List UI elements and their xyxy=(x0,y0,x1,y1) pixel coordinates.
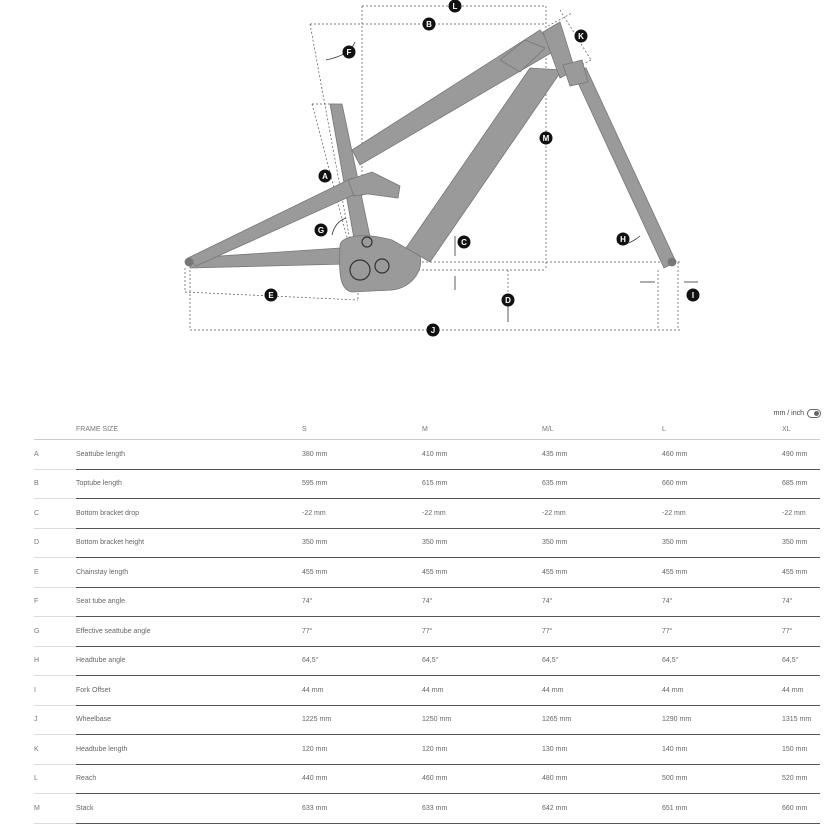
table-row xyxy=(34,469,820,499)
row-value-cell: 150 mm xyxy=(782,735,820,765)
geometry-table xyxy=(34,420,820,824)
header-size-ml: M/L xyxy=(542,420,662,440)
row-value-cell: 350 mm xyxy=(422,528,542,558)
row-value-cell: 350 mm xyxy=(302,528,422,558)
svg-text:A: A xyxy=(322,172,328,181)
row-code-cell: J xyxy=(34,705,76,735)
row-value-cell: 455 mm xyxy=(662,558,782,588)
row-code-cell: B xyxy=(34,469,76,499)
bike-frame xyxy=(185,22,676,292)
unit-toggle[interactable] xyxy=(774,409,821,418)
row-value-cell: 74° xyxy=(542,587,662,617)
row-value-cell: 410 mm xyxy=(422,440,542,470)
row-value-cell: 595 mm xyxy=(302,469,422,499)
row-code-cell: G xyxy=(34,617,76,647)
row-value-cell: 490 mm xyxy=(782,440,820,470)
row-value-cell: -22 mm xyxy=(662,499,782,529)
row-value-cell: 350 mm xyxy=(782,528,820,558)
table-row xyxy=(34,440,820,470)
header-size-s: S xyxy=(302,420,422,440)
svg-text:H: H xyxy=(620,235,626,244)
row-value-cell: -22 mm xyxy=(422,499,542,529)
row-value-cell: 1265 mm xyxy=(542,705,662,735)
svg-text:C: C xyxy=(461,238,467,247)
row-label-cell: Headtube length xyxy=(76,735,302,765)
row-value-cell: -22 mm xyxy=(542,499,662,529)
row-value-cell: 120 mm xyxy=(422,735,542,765)
row-value-cell: 1225 mm xyxy=(302,705,422,735)
svg-text:I: I xyxy=(691,291,695,300)
row-label-cell: Bottom bracket height xyxy=(76,528,302,558)
row-code-cell: I xyxy=(34,676,76,706)
row-value-cell: 77° xyxy=(302,617,422,647)
row-value-cell: -22 mm xyxy=(782,499,820,529)
row-value-cell: 64,5° xyxy=(662,646,782,676)
row-value-cell: 74° xyxy=(422,587,542,617)
row-label-cell: Seat tube angle xyxy=(76,587,302,617)
row-label-cell: Headtube angle xyxy=(76,646,302,676)
row-code-cell: L xyxy=(34,764,76,794)
marker-I xyxy=(687,289,700,302)
table-row xyxy=(34,705,820,735)
table-row xyxy=(34,735,820,765)
table-row xyxy=(34,764,820,794)
header-size-xl: XL xyxy=(782,420,820,440)
svg-text:M: M xyxy=(542,134,550,143)
row-value-cell: 1290 mm xyxy=(662,705,782,735)
row-value-cell: 44 mm xyxy=(542,676,662,706)
row-value-cell: 64,5° xyxy=(302,646,422,676)
svg-text:D: D xyxy=(505,296,511,305)
row-value-cell: 64,5° xyxy=(422,646,542,676)
row-value-cell: 44 mm xyxy=(422,676,542,706)
row-value-cell: 633 mm xyxy=(302,794,422,824)
table-row xyxy=(34,794,820,824)
marker-F xyxy=(343,46,356,59)
row-value-cell: 74° xyxy=(662,587,782,617)
measurement-lines xyxy=(185,6,680,330)
row-value-cell: 74° xyxy=(302,587,422,617)
row-code-cell: H xyxy=(34,646,76,676)
row-label-cell: Bottom bracket drop xyxy=(76,499,302,529)
toggle-knob xyxy=(814,411,819,416)
row-value-cell: 500 mm xyxy=(662,764,782,794)
row-value-cell: 455 mm xyxy=(782,558,820,588)
row-value-cell: 660 mm xyxy=(662,469,782,499)
table-row xyxy=(34,646,820,676)
row-value-cell: 140 mm xyxy=(662,735,782,765)
row-value-cell: 74° xyxy=(782,587,820,617)
row-code-cell: F xyxy=(34,587,76,617)
table-header-row xyxy=(34,420,820,440)
row-value-cell: 120 mm xyxy=(302,735,422,765)
row-value-cell: -22 mm xyxy=(302,499,422,529)
row-value-cell: 460 mm xyxy=(662,440,782,470)
row-value-cell: 1315 mm xyxy=(782,705,820,735)
marker-J xyxy=(427,324,440,337)
svg-text:L: L xyxy=(452,2,458,11)
row-value-cell: 455 mm xyxy=(542,558,662,588)
row-value-cell: 64,5° xyxy=(542,646,662,676)
row-value-cell: 380 mm xyxy=(302,440,422,470)
row-code-cell: D xyxy=(34,528,76,558)
row-code-cell: E xyxy=(34,558,76,588)
table-row xyxy=(34,528,820,558)
row-value-cell: 635 mm xyxy=(542,469,662,499)
unit-toggle-label: mm / inch xyxy=(773,410,804,417)
row-code-cell: C xyxy=(34,499,76,529)
row-code-cell: K xyxy=(34,735,76,765)
row-value-cell: 350 mm xyxy=(662,528,782,558)
frame-geometry-diagram xyxy=(0,0,835,345)
row-value-cell: 77° xyxy=(542,617,662,647)
row-value-cell: 455 mm xyxy=(422,558,542,588)
marker-K xyxy=(575,30,588,43)
row-value-cell: 633 mm xyxy=(422,794,542,824)
row-label-cell: Wheelbase xyxy=(76,705,302,735)
svg-text:F: F xyxy=(346,48,352,57)
row-value-cell: 642 mm xyxy=(542,794,662,824)
header-frame-size: FRAME SIZE xyxy=(76,420,302,440)
svg-text:K: K xyxy=(578,32,584,41)
row-value-cell: 350 mm xyxy=(542,528,662,558)
marker-E xyxy=(265,289,278,302)
row-label-cell: Seattube length xyxy=(76,440,302,470)
row-value-cell: 435 mm xyxy=(542,440,662,470)
header-size-l: L xyxy=(662,420,782,440)
row-value-cell: 460 mm xyxy=(422,764,542,794)
row-code-cell: M xyxy=(34,794,76,824)
table-row xyxy=(34,499,820,529)
row-label-cell: Fork Offset xyxy=(76,676,302,706)
row-value-cell: 44 mm xyxy=(662,676,782,706)
row-value-cell: 651 mm xyxy=(662,794,782,824)
row-value-cell: 44 mm xyxy=(302,676,422,706)
marker-A xyxy=(319,170,332,183)
row-value-cell: 455 mm xyxy=(302,558,422,588)
table-row xyxy=(34,587,820,617)
row-label-cell: Reach xyxy=(76,764,302,794)
row-code-cell: A xyxy=(34,440,76,470)
unit-toggle-switch[interactable] xyxy=(807,409,821,418)
row-value-cell: 77° xyxy=(782,617,820,647)
header-code xyxy=(34,420,76,440)
svg-text:J: J xyxy=(430,326,436,335)
marker-B xyxy=(423,18,436,31)
table-row xyxy=(34,676,820,706)
marker-H xyxy=(617,233,630,246)
row-value-cell: 685 mm xyxy=(782,469,820,499)
row-value-cell: 440 mm xyxy=(302,764,422,794)
row-label-cell: Chainstay length xyxy=(76,558,302,588)
marker-M xyxy=(540,132,553,145)
row-value-cell: 130 mm xyxy=(542,735,662,765)
svg-text:E: E xyxy=(268,291,274,300)
table-row xyxy=(34,617,820,647)
svg-text:G: G xyxy=(317,226,325,235)
row-value-cell: 77° xyxy=(662,617,782,647)
row-value-cell: 64,5° xyxy=(782,646,820,676)
row-value-cell: 660 mm xyxy=(782,794,820,824)
row-value-cell: 1250 mm xyxy=(422,705,542,735)
table-row xyxy=(34,558,820,588)
row-label-cell: Stack xyxy=(76,794,302,824)
row-label-cell: Effective seattube angle xyxy=(76,617,302,647)
marker-G xyxy=(315,224,328,237)
row-value-cell: 480 mm xyxy=(542,764,662,794)
row-value-cell: 44 mm xyxy=(782,676,820,706)
header-size-m: M xyxy=(422,420,542,440)
marker-L xyxy=(449,0,462,13)
row-value-cell: 615 mm xyxy=(422,469,542,499)
marker-C xyxy=(458,236,471,249)
row-label-cell: Toptube length xyxy=(76,469,302,499)
marker-D xyxy=(502,294,515,307)
row-value-cell: 520 mm xyxy=(782,764,820,794)
svg-text:B: B xyxy=(426,20,432,29)
row-value-cell: 77° xyxy=(422,617,542,647)
